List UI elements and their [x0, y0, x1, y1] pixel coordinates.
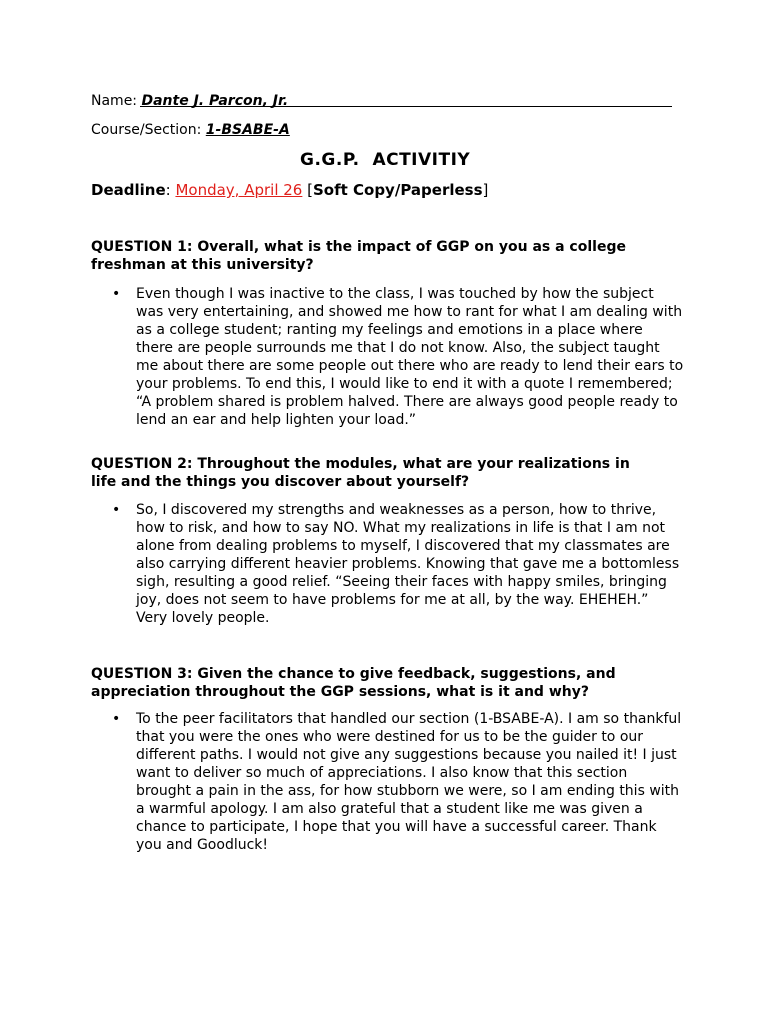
deadline-label: Deadline — [91, 181, 166, 199]
course-section-field — [91, 121, 290, 139]
deadline-date: Monday, April 26 — [175, 181, 303, 199]
answer-3: To the peer facilitators that handled our section (1-BSABE-A). I am so thankful that you were the ones who were destined for us to be the guider to our different paths. I would not give any suggestions because you nailed it! I just want to deliver so much of appreciations. I also know that this section brought a pain in the ass, for how stubborn we were, so I am ending this with a warmful apology. I am also grateful that a student like me was given a chance to participate, I hope that you will have a successful career. Thank you and Goodluck! — [136, 711, 682, 853]
name-field — [91, 92, 288, 110]
question-2: QUESTION 2: Throughout the modules, what are your realizations in life and the things you discover about yourself? — [91, 456, 630, 490]
deadline-colon: : — [165, 181, 176, 199]
name-label: Name: — [91, 93, 142, 109]
bullet-2: • — [112, 502, 121, 518]
course-label: Course/Section: — [91, 122, 206, 138]
deadline-mode: Soft Copy/Paperless — [312, 181, 483, 199]
deadline-bracket-open: [ — [302, 181, 313, 199]
bullet-3: • — [112, 711, 121, 727]
bullet-1: • — [112, 286, 121, 302]
deadline-line — [91, 181, 488, 200]
answer-1: Even though I was inactive to the class, I was touched by how the subject was very entertaining, and showed me how to rant for what I am dealing with as a college student; ranting my feelings and emotions in a place where there are people surrounds me that I do not know. Also, the subject taught me about there are some people out there who are ready to lend their ears to your problems. To end this, I would like to end it with a quote I remembered; “A problem shared is problem halved. There are always good people ready to lend an ear and help lighten your load.” — [136, 286, 684, 428]
question-1: QUESTION 1: Overall, what is the impact of GGP on you as a college freshman at this university? — [91, 239, 626, 273]
document-title: G.G.P. ACTIVITIY — [300, 150, 471, 170]
name-value: Dante J. Parcon, Jr. — [141, 93, 289, 109]
answer-2: So, I discovered my strengths and weaknesses as a person, how to thrive, how to risk, and how to say NO. What my realizations in life is that I am not alone from dealing problems to myself, I discovered that my classmates are also carrying different heavier problems. Knowing that gave me a bottomless sigh, resulting a good relief. “Seeing their faces with happy smiles, bringing joy, does not seem to have problems for me at all, by the way. EHEHEH.” Very lovely people. — [136, 502, 680, 626]
course-value: 1-BSABE-A — [205, 122, 290, 138]
question-3: QUESTION 3: Given the chance to give feedback, suggestions, and appreciation throughout the GGP sessions, what is it and why? — [91, 666, 616, 700]
name-underline — [140, 106, 672, 107]
deadline-bracket-close: ] — [482, 181, 489, 199]
